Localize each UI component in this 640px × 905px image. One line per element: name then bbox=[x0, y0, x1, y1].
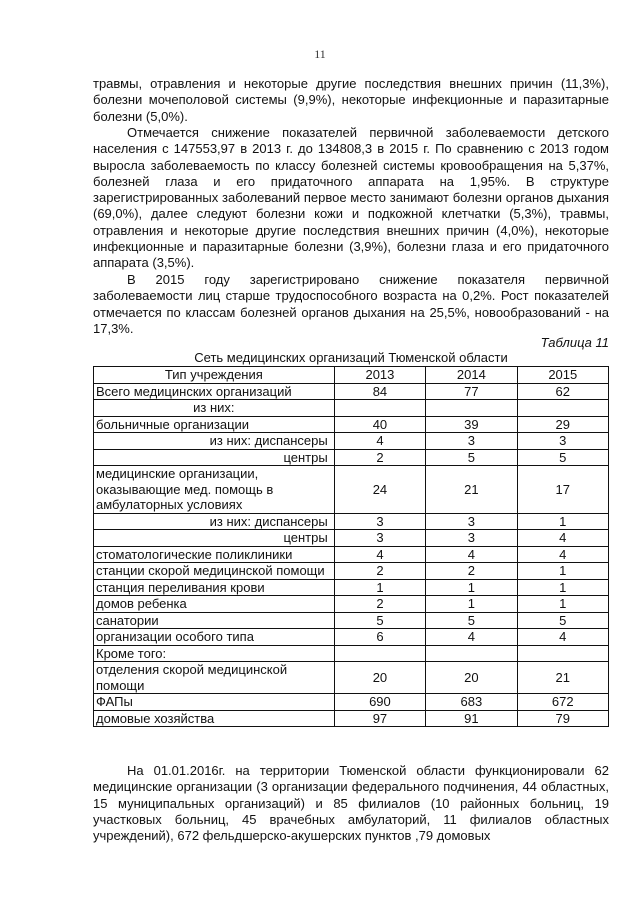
row-label: больничные организации bbox=[94, 416, 335, 433]
table-row bbox=[94, 383, 609, 400]
header-2014: 2014 bbox=[426, 367, 517, 384]
cell-2015: 79 bbox=[517, 710, 608, 727]
table-row bbox=[94, 433, 609, 450]
cell-2014: 5 bbox=[426, 612, 517, 629]
cell-2014: 21 bbox=[426, 466, 517, 514]
cell-2014: 4 bbox=[426, 629, 517, 646]
cell-2015: 4 bbox=[517, 530, 608, 547]
cell-2014: 2 bbox=[426, 563, 517, 580]
cell-2013: 40 bbox=[334, 416, 425, 433]
cell-2014: 1 bbox=[426, 596, 517, 613]
table-row bbox=[94, 400, 609, 417]
table-row bbox=[94, 612, 609, 629]
page-number: 11 bbox=[314, 47, 326, 61]
cell-2013: 2 bbox=[334, 596, 425, 613]
cell-2013: 3 bbox=[334, 513, 425, 530]
row-label: домов ребенка bbox=[94, 596, 335, 613]
cell-2015: 21 bbox=[517, 662, 608, 694]
cell-2013 bbox=[334, 400, 425, 417]
table-header-row bbox=[94, 367, 609, 384]
table-row bbox=[94, 546, 609, 563]
cell-2014: 77 bbox=[426, 383, 517, 400]
paragraph-4: На 01.01.2016г. на территории Тюменской области функционировали 62 медицинские организации (3 организации федерального подчинения, 44 областных, 15 муниципальных организаций) и 85 филиалов (10 районных больниц, 19 участковых больниц, 45 врачебных амбулаторий, 11 филиалов областных учреждений), 672 фельдшерско-акушерских пунктов ,79 домовых bbox=[93, 763, 609, 844]
cell-2015 bbox=[517, 400, 608, 417]
cell-2013: 690 bbox=[334, 694, 425, 711]
row-label: санатории bbox=[94, 612, 335, 629]
row-label: отделения скорой медицинской помощи bbox=[94, 662, 335, 694]
cell-2013: 6 bbox=[334, 629, 425, 646]
row-label: стоматологические поликлиники bbox=[94, 546, 335, 563]
table-row bbox=[94, 513, 609, 530]
row-label: центры bbox=[94, 530, 335, 547]
cell-2015: 4 bbox=[517, 629, 608, 646]
row-label: центры bbox=[94, 449, 335, 466]
table-title: Сеть медицинских организаций Тюменской области bbox=[194, 350, 508, 365]
table-row bbox=[94, 645, 609, 662]
cell-2015: 62 bbox=[517, 383, 608, 400]
cell-2013: 2 bbox=[334, 449, 425, 466]
row-label: организации особого типа bbox=[94, 629, 335, 646]
cell-2013: 4 bbox=[334, 546, 425, 563]
header-2013: 2013 bbox=[334, 367, 425, 384]
table-row bbox=[94, 530, 609, 547]
cell-2015: 5 bbox=[517, 449, 608, 466]
table-row bbox=[94, 563, 609, 580]
cell-2014: 39 bbox=[426, 416, 517, 433]
cell-2015: 1 bbox=[517, 563, 608, 580]
cell-2014 bbox=[426, 645, 517, 662]
table-caption: Таблица 11 bbox=[540, 335, 609, 350]
cell-2013: 3 bbox=[334, 530, 425, 547]
row-label: станции скорой медицинской помощи bbox=[94, 563, 335, 580]
table-row bbox=[94, 662, 609, 694]
organizations-table bbox=[93, 366, 609, 727]
paragraph-1: травмы, отравления и некоторые другие последствия внешних причин (11,3%), болезни мочеполовой системы (9,9%), некоторые инфекционные и паразитарные болезни (5,0%). bbox=[93, 76, 609, 124]
cell-2014: 3 bbox=[426, 530, 517, 547]
row-label: из них: bbox=[94, 400, 335, 417]
cell-2014: 5 bbox=[426, 449, 517, 466]
cell-2014: 4 bbox=[426, 546, 517, 563]
cell-2014 bbox=[426, 400, 517, 417]
cell-2015: 3 bbox=[517, 433, 608, 450]
paragraph-2: Отмечается снижение показателей первичной заболеваемости детского населения с 147553,97 в 2013 г. до 134808,3 в 2015 г. По сравнению с 2013 годом выросла заболеваемость по классу болезней системы кровообращения на 5,37%, болезней глаза и его придаточного аппарата на 1,95%. В структуре зарегистрированных заболеваний первое место занимают болезни органов дыхания (69,0%), далее следуют болезни кожи и подкожной клетчатки (5,3%), травмы, отравления и некоторые другие последствия внешних причин (4,0%), некоторые инфекционные и паразитарные болезни (3,9%), болезни глаза и его придаточного аппарата (3,5%). bbox=[93, 125, 609, 271]
cell-2013: 1 bbox=[334, 579, 425, 596]
header-2015: 2015 bbox=[517, 367, 608, 384]
cell-2013: 20 bbox=[334, 662, 425, 694]
table-row bbox=[94, 694, 609, 711]
table-row bbox=[94, 416, 609, 433]
cell-2014: 3 bbox=[426, 513, 517, 530]
cell-2015: 5 bbox=[517, 612, 608, 629]
cell-2014: 20 bbox=[426, 662, 517, 694]
cell-2013: 24 bbox=[334, 466, 425, 514]
row-label: медицинские организации, оказывающие мед. помощь в амбулаторных условиях bbox=[94, 466, 335, 514]
row-label: из них: диспансеры bbox=[94, 433, 335, 450]
cell-2015: 4 bbox=[517, 546, 608, 563]
cell-2013: 4 bbox=[334, 433, 425, 450]
cell-2014: 91 bbox=[426, 710, 517, 727]
header-type: Тип учреждения bbox=[94, 367, 335, 384]
cell-2015: 1 bbox=[517, 513, 608, 530]
row-label: из них: диспансеры bbox=[94, 513, 335, 530]
paragraph-3: В 2015 году зарегистрировано снижение показателя первичной заболеваемости лиц старше трудоспособного возраста на 0,2%. Рост показателей отмечается по классам болезней органов дыхания на 25,5%, новообразований - на 17,3%. bbox=[93, 272, 609, 336]
table-row bbox=[94, 710, 609, 727]
cell-2014: 1 bbox=[426, 579, 517, 596]
row-label: Кроме того: bbox=[94, 645, 335, 662]
row-label: домовые хозяйства bbox=[94, 710, 335, 727]
row-label: Всего медицинских организаций bbox=[94, 383, 335, 400]
cell-2015: 1 bbox=[517, 579, 608, 596]
cell-2013: 97 bbox=[334, 710, 425, 727]
table-row bbox=[94, 596, 609, 613]
cell-2014: 683 bbox=[426, 694, 517, 711]
row-label: ФАПы bbox=[94, 694, 335, 711]
cell-2013: 2 bbox=[334, 563, 425, 580]
cell-2015: 672 bbox=[517, 694, 608, 711]
cell-2013 bbox=[334, 645, 425, 662]
table-row bbox=[94, 466, 609, 514]
table-row bbox=[94, 629, 609, 646]
cell-2015: 29 bbox=[517, 416, 608, 433]
cell-2015: 1 bbox=[517, 596, 608, 613]
cell-2015 bbox=[517, 645, 608, 662]
cell-2013: 5 bbox=[334, 612, 425, 629]
row-label: станция переливания крови bbox=[94, 579, 335, 596]
cell-2013: 84 bbox=[334, 383, 425, 400]
cell-2015: 17 bbox=[517, 466, 608, 514]
table-row bbox=[94, 449, 609, 466]
cell-2014: 3 bbox=[426, 433, 517, 450]
table-row bbox=[94, 579, 609, 596]
